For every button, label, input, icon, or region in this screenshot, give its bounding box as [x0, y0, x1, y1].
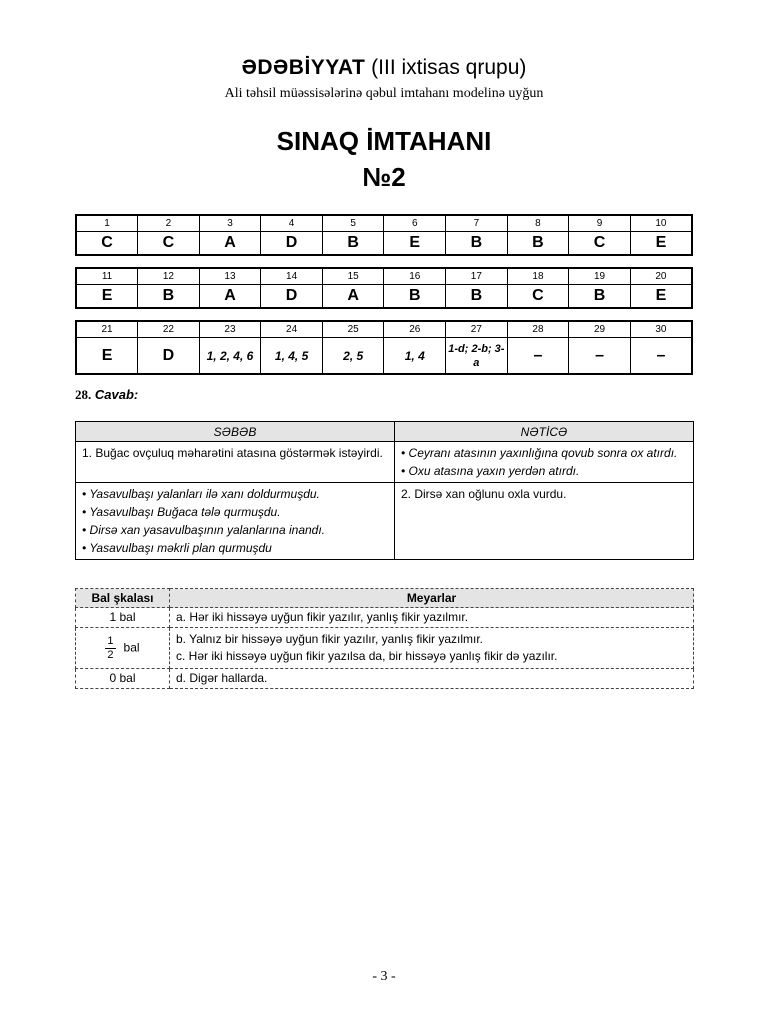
answer-cell: E [384, 232, 446, 256]
answer-key-answers [76, 285, 692, 309]
criteria-b: b. Yalnız bir hissəyə uyğun fikir yazılır, yanlış fikir yazılmır. [176, 632, 483, 646]
cause-text: 1. Buğac ovçuluq məharətini atasına göstərmək istəyirdi. [82, 446, 383, 460]
question-number: 23 [199, 321, 261, 338]
effect-cell-1 [395, 442, 694, 483]
answer-cell: D [261, 232, 323, 256]
criteria-c: c. Hər iki hissəyə uyğun fikir yazılsa da, bir hissəyə yanlış fikir də yazılır. [176, 649, 558, 663]
criteria-header: Meyarlar [170, 589, 694, 608]
answer-key-table-2 [75, 267, 693, 309]
answer-cell: E [76, 338, 138, 375]
subject-title [0, 56, 768, 80]
fraction-numerator: 1 [107, 634, 114, 647]
question-number: 10 [630, 215, 692, 232]
answer-cell: – [569, 338, 631, 375]
effect-item: • Oxu atasına yaxın yerdən atırdı. [401, 464, 580, 478]
subject-group: (III ixtisas qrupu) [371, 56, 527, 79]
cause-item: • Dirsə xan yasavulbaşının yalanlarına inandı. [82, 523, 326, 537]
effect-cell-2 [395, 483, 694, 560]
score-unit: bal [123, 640, 140, 655]
answer-cell: E [630, 285, 692, 309]
criteria-cell: a. Hər iki hissəyə uyğun fikir yazılır, yanlış fikir yazılmır. [170, 608, 694, 628]
cause-effect-table [75, 421, 694, 560]
question-number: 28 [75, 387, 88, 402]
question-number: 25 [322, 321, 384, 338]
question-number: 11 [76, 268, 138, 285]
answer-cell: B [507, 232, 569, 256]
criteria-cell [170, 628, 694, 669]
answer-cell: 2, 5 [322, 338, 384, 375]
question-number: 24 [261, 321, 323, 338]
question-answer-label: Cavab: [94, 387, 139, 402]
question-number: 28 [507, 321, 569, 338]
score-cell: 0 bal [76, 669, 170, 689]
answer-cell: A [199, 232, 261, 256]
question-number: 6 [384, 215, 446, 232]
answer-key-numbers [76, 321, 692, 338]
answer-cell: B [446, 285, 508, 309]
question-number: 8 [507, 215, 569, 232]
answer-cell: 1-d; 2-b; 3-a [446, 338, 508, 375]
answer-cell: 1, 4 [384, 338, 446, 375]
answer-cell: B [446, 232, 508, 256]
subtitle: Ali təhsil müəssisələrinə qəbul imtahanı modelinə uyğun [224, 86, 544, 101]
answer-cell: A [322, 285, 384, 309]
question-28-heading: 28. Cavab: [75, 387, 139, 402]
answer-cell: B [569, 285, 631, 309]
question-number: 3 [199, 215, 261, 232]
answer-cell: 1, 4, 5 [261, 338, 323, 375]
effect-item: • Ceyranı atasının yaxınlığına qovub sonra ox atırdı. [401, 446, 678, 460]
question-number: 26 [384, 321, 446, 338]
answer-cell: C [76, 232, 138, 256]
answer-key-table-1 [75, 214, 693, 256]
question-number: 1 [76, 215, 138, 232]
question-number: 30 [630, 321, 692, 338]
score-cell: 1 bal [76, 608, 170, 628]
question-number: 17 [446, 268, 508, 285]
score-scale-header: Bal şkalası [76, 589, 170, 608]
question-number: 9 [569, 215, 631, 232]
question-number: 5 [322, 215, 384, 232]
question-number: 4 [261, 215, 323, 232]
question-number: 29 [569, 321, 631, 338]
question-number: 12 [138, 268, 200, 285]
answer-cell: B [384, 285, 446, 309]
question-number: 16 [384, 268, 446, 285]
answer-cell: D [138, 338, 200, 375]
question-number: 19 [569, 268, 631, 285]
cause-header: SƏBƏB [76, 422, 395, 442]
answer-key-answers [76, 232, 692, 256]
question-number: 21 [76, 321, 138, 338]
question-number: 22 [138, 321, 200, 338]
answer-key-numbers [76, 268, 692, 285]
answer-cell: E [76, 285, 138, 309]
answer-key-table-3 [75, 320, 693, 375]
answer-cell: A [199, 285, 261, 309]
subject-name: ƏDƏBİYYAT [241, 56, 366, 79]
question-number: 20 [630, 268, 692, 285]
answer-cell: – [630, 338, 692, 375]
answer-cell: C [507, 285, 569, 309]
answer-key-numbers [76, 215, 692, 232]
answer-cell: C [569, 232, 631, 256]
exam-number: №2 [362, 162, 406, 192]
score-cell-half [76, 628, 170, 669]
cause-cell-1 [76, 442, 395, 483]
answer-cell: B [322, 232, 384, 256]
question-number: 2 [138, 215, 200, 232]
question-number: 7 [446, 215, 508, 232]
half-fraction [105, 635, 115, 662]
answer-cell: 1, 2, 4, 6 [199, 338, 261, 375]
criteria-cell: d. Digər hallarda. [170, 669, 694, 689]
answer-cell: – [507, 338, 569, 375]
question-number: 27 [446, 321, 508, 338]
cause-item: • Yasavulbaşı yalanları ilə xanı doldurmuşdu. [82, 487, 320, 501]
answer-cell: C [138, 232, 200, 256]
exam-title: SINAQ İMTAHANI [276, 126, 492, 156]
question-number: 14 [261, 268, 323, 285]
page-number: - 3 - [372, 969, 396, 984]
question-number: 13 [199, 268, 261, 285]
answer-cell: B [138, 285, 200, 309]
effect-header: NƏTİCƏ [395, 422, 694, 442]
fraction-denominator: 2 [107, 648, 114, 661]
answer-cell: E [630, 232, 692, 256]
answer-key-answers [76, 338, 692, 375]
answer-cell: D [261, 285, 323, 309]
scoring-table [75, 588, 694, 689]
effect-text: 2. Dirsə xan oğlunu oxla vurdu. [401, 487, 567, 501]
cause-cell-2 [76, 483, 395, 560]
question-number: 18 [507, 268, 569, 285]
cause-item: • Yasavulbaşı məkrli plan qurmuşdu [82, 541, 272, 555]
cause-item: • Yasavulbaşı Buğaca tələ qurmuşdu. [82, 505, 281, 519]
question-number: 15 [322, 268, 384, 285]
